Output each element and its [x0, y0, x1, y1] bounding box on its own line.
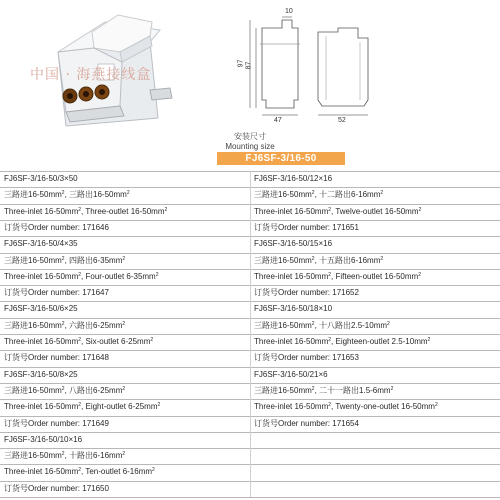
spec-cell-left: 订货号Order number: 171648 — [4, 353, 109, 363]
dimension-drawing — [240, 14, 410, 124]
spec-cell-left: 订货号Order number: 171650 — [4, 483, 109, 493]
caption-chinese: 安装尺寸 — [234, 132, 266, 141]
spec-cell-left: 三路进$16-50mm^2$, 八路出$6-25mm^2$ — [4, 385, 126, 395]
spec-cell-left: 三路进$16-50mm^2$, 六路出$6-25mm^2$ — [4, 320, 126, 330]
spec-cell-left: Three-inlet $16-50mm^2$, Three-outlet $16-50mm^2$ — [4, 206, 168, 216]
spec-cell-right: FJ6SF-3/16-50/15×16 — [254, 239, 333, 249]
spec-cell-left: FJ6SF-3/16-50/8×25 — [4, 369, 78, 379]
row-divider — [0, 497, 500, 498]
spec-cell-left: Three-inlet $16-50mm^2$, Eight-outlet $6-25mm^2$ — [4, 402, 161, 412]
spec-cell-left: Three-inlet $16-50mm^2$, Six-outlet $6-25mm^2$ — [4, 337, 154, 346]
spec-cell-right: 订货号Order number: 171654 — [254, 418, 359, 428]
mounting-drawing — [237, 8, 410, 124]
spec-cell-right: Three-inlet $16-50mm^2$, Eighteen-outlet $2.5-10mm^2$ — [254, 337, 431, 346]
spec-cell-right: 三路进$16-50mm^2$, 十五路出$6-16mm^2$ — [254, 255, 384, 265]
spec-cell-right: FJ6SF-3/16-50/12×16 — [254, 174, 333, 183]
spec-cell-left: Three-inlet $16-50mm^2$, Four-outlet $6-35mm^2$ — [4, 271, 159, 281]
spec-cell-right: FJ6SF-3/16-50/18×10 — [254, 304, 333, 314]
dim-base-width: 47 — [274, 117, 282, 124]
spec-cell-left: FJ6SF-3/16-50/6×25 — [4, 304, 78, 314]
spec-cell-right: 三路进$16-50mm^2$, 二十一路出$1.5-6mm^2$ — [254, 385, 394, 395]
model-badge: FJ6SF-3/16-50 — [217, 152, 345, 165]
spec-cell-right: 订货号Order number: 171653 — [254, 353, 359, 363]
spec-cell-left: 三路进$16-50mm^2$, 四路出$6-35mm^2$ — [4, 255, 126, 265]
spec-cell-left: 订货号Order number: 171646 — [4, 222, 109, 232]
caption-english: Mounting size — [225, 142, 275, 151]
spec-cell-left: Three-inlet $16-50mm^2$, Ten-outlet $6-16mm^2$ — [4, 467, 155, 477]
dim-height-inner: 87 — [245, 61, 253, 70]
spec-cell-left: 订货号Order number: 171649 — [4, 418, 109, 428]
dim-height-outer: 97 — [237, 59, 245, 68]
dim-depth: 52 — [338, 117, 346, 124]
spec-cell-left: FJ6SF-3/16-50/10×16 — [4, 434, 83, 444]
spec-cell-right: 订货号Order number: 171652 — [254, 288, 359, 298]
spec-cell-left: 三路进$16-50mm^2$, 三路出$16-50mm^2$ — [4, 190, 130, 200]
spec-cell-right: FJ6SF-3/16-50/21×6 — [254, 369, 328, 379]
spec-cell-right: 三路进$16-50mm^2$, 十二路出$6-16mm^2$ — [254, 190, 384, 200]
spec-cell-right: Three-inlet $16-50mm^2$, Twelve-outlet $16-50mm^2$ — [254, 206, 422, 216]
spec-cell-left: 三路进$16-50mm^2$, 十路出$6-16mm^2$ — [4, 451, 126, 461]
spec-cell-right: 订货号Order number: 171651 — [254, 222, 359, 232]
watermark: 中国 · 海燕接线盒 — [30, 67, 152, 83]
spec-cell-left: 订货号Order number: 171647 — [4, 288, 109, 298]
spec-cell-left: FJ6SF-3/16-50/3×50 — [4, 174, 78, 183]
spec-cell-right: 三路进$16-50mm^2$, 十八路出$2.5-10mm^2$ — [254, 320, 390, 330]
column-divider — [250, 171, 251, 497]
spec-cell-left: FJ6SF-3/16-50/4×35 — [4, 239, 78, 249]
spec-cell-right: Three-inlet $16-50mm^2$, Fifteen-outlet $16-50mm^2$ — [254, 271, 421, 281]
spec-cell-right: Three-inlet $16-50mm^2$, Twenty-one-outlet $16-50mm^2$ — [254, 402, 438, 412]
dim-top-width: 10 — [285, 8, 293, 15]
